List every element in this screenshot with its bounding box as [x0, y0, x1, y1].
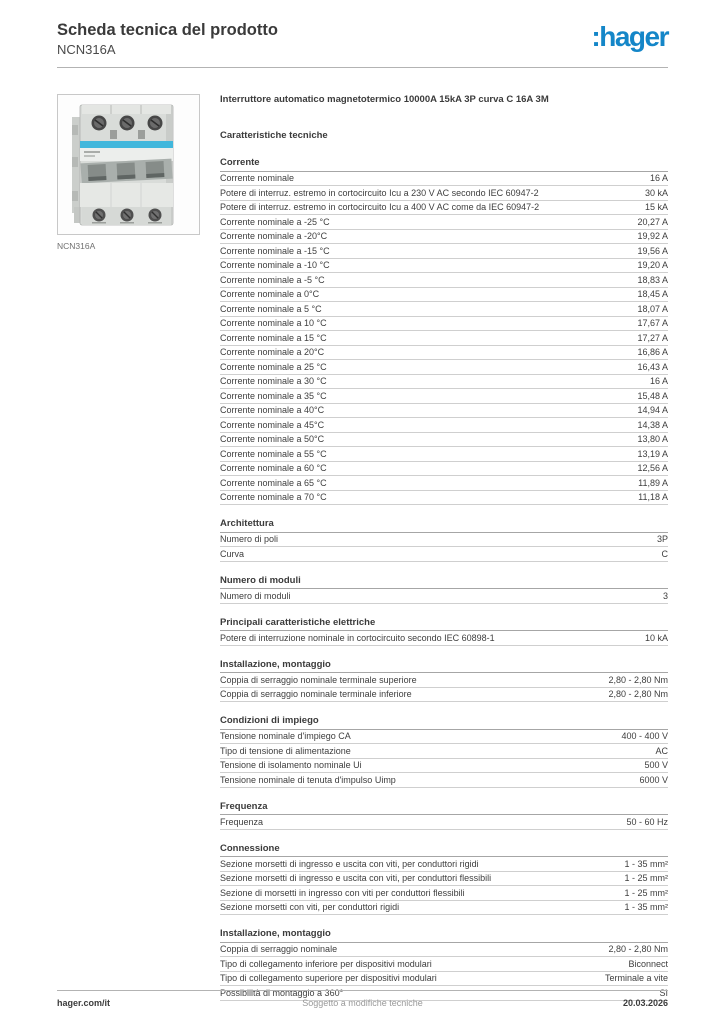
spec-row-label: Numero di moduli	[220, 590, 291, 601]
spec-row	[220, 759, 668, 774]
spec-row-value: 19,92 A	[637, 231, 668, 241]
spec-row-value: C	[661, 548, 668, 559]
spec-row	[220, 673, 668, 688]
spec-row-value: 3	[662, 590, 668, 601]
product-image	[57, 94, 200, 235]
hager-logo: :hager	[591, 21, 668, 52]
spec-row-label: Corrente nominale a 40°C	[220, 405, 325, 415]
spec-row-value: 15 kA	[644, 202, 668, 212]
spec-row	[220, 317, 668, 332]
spec-row	[220, 404, 668, 419]
spec-row-value: 19,20 A	[637, 260, 668, 270]
spec-row	[220, 259, 668, 274]
spec-row	[220, 230, 668, 245]
spec-row	[220, 244, 668, 259]
spec-row	[220, 331, 668, 346]
spec-section	[220, 617, 668, 646]
spec-section	[220, 575, 668, 604]
spec-row-value: 12,56 A	[637, 463, 668, 473]
spec-row-value: 500 V	[644, 760, 668, 770]
spec-row	[220, 943, 668, 958]
spec-row-label: Coppia di serraggio nominale terminale inferiore	[220, 689, 412, 699]
spec-section	[220, 801, 668, 830]
spec-row-label: Sezione morsetti con viti, per conduttori rigidi	[220, 902, 400, 912]
spec-row-value: 1 - 25 mm²	[624, 887, 668, 898]
spec-row-value: Biconnect	[628, 958, 668, 969]
spec-section-title: Corrente	[220, 157, 668, 172]
spec-row	[220, 433, 668, 448]
spec-row-value: 14,38 A	[637, 419, 668, 430]
spec-row-label: Corrente nominale a 55 °C	[220, 448, 327, 459]
product-code-subtitle: NCN316A	[57, 42, 116, 57]
spec-row-value: 11,89 A	[638, 477, 668, 488]
spec-row-value: 19,56 A	[637, 245, 668, 256]
spec-row-label: Tensione nominale d'impiego CA	[220, 731, 351, 741]
spec-row-label: Corrente nominale a -25 °C	[220, 216, 330, 227]
spec-section-title: Installazione, montaggio	[220, 928, 668, 943]
spec-row-value: 2,80 - 2,80 Nm	[608, 674, 668, 685]
spec-row	[220, 288, 668, 303]
spec-column	[220, 94, 668, 1001]
spec-section	[220, 715, 668, 788]
tech-characteristics-heading: Caratteristiche tecniche	[220, 130, 328, 141]
spec-row-label: Corrente nominale a 30 °C	[220, 376, 327, 386]
spec-row-label: Corrente nominale a 5 °C	[220, 303, 322, 314]
spec-row-label: Potere di interruz. estremo in cortocircuito Icu a 230 V AC secondo IEC 60947-2	[220, 187, 539, 198]
spec-section-title: Frequenza	[220, 801, 668, 816]
spec-row-label: Corrente nominale a 10 °C	[220, 318, 327, 328]
spec-row-value: 13,80 A	[637, 434, 668, 444]
spec-row	[220, 346, 668, 361]
spec-row-value: 14,94 A	[637, 405, 668, 415]
page-header	[57, 20, 668, 58]
spec-section-title: Connessione	[220, 843, 668, 858]
spec-row	[220, 462, 668, 477]
spec-section	[220, 843, 668, 916]
spec-row-value: 17,27 A	[637, 332, 668, 343]
spec-sections	[220, 157, 668, 1001]
spec-section-title: Principali caratteristiche elettriche	[220, 617, 668, 632]
spec-row-label: Coppia di serraggio nominale terminale superiore	[220, 674, 417, 685]
spec-row	[220, 533, 668, 548]
spec-row	[220, 688, 668, 703]
spec-row-value: 10 kA	[644, 632, 668, 643]
spec-row-label: Corrente nominale a 65 °C	[220, 477, 327, 488]
spec-row	[220, 886, 668, 901]
spec-row	[220, 418, 668, 433]
footer-website-link[interactable]: hager.com/it	[57, 998, 111, 1008]
spec-row-label: Corrente nominale a 45°C	[220, 419, 325, 430]
spec-row-label: Corrente nominale a -20°C	[220, 231, 328, 241]
spec-row-label: Potere di interruz. estremo in cortocircuito Icu a 400 V AC come da IEC 60947-2	[220, 202, 540, 212]
spec-row	[220, 447, 668, 462]
spec-row	[220, 186, 668, 201]
spec-row-label: Sezione di morsetti in ingresso con viti per conduttori flessibili	[220, 887, 465, 898]
spec-row-value: 16,43 A	[637, 361, 668, 372]
spec-row-value: 1 - 35 mm²	[624, 902, 668, 912]
spec-row-label: Potere di interruzione nominale in cortocircuito secondo IEC 60898-1	[220, 632, 495, 643]
spec-row-label: Possibilità di montaggio a 360°	[220, 987, 344, 998]
spec-row-label: Sezione morsetti di ingresso e uscita con viti, per conduttori flessibili	[220, 873, 492, 883]
page-title: Scheda tecnica del prodotto	[57, 21, 278, 39]
spec-row-value: 30 kA	[644, 187, 668, 198]
footer-date: 20.03.2026	[622, 998, 668, 1008]
spec-row-value: 16 A	[649, 173, 668, 183]
spec-row	[220, 389, 668, 404]
spec-row	[220, 375, 668, 390]
spec-row-label: Corrente nominale a -15 °C	[220, 245, 330, 256]
spec-row-value: 1 - 25 mm²	[624, 873, 668, 883]
spec-row-value: 13,19 A	[637, 448, 668, 459]
spec-section-title: Numero di moduli	[220, 575, 668, 590]
spec-row-label: Tipo di collegamento inferiore per dispositivi modulari	[220, 958, 432, 969]
spec-row-label: Corrente nominale a 25 °C	[220, 361, 327, 372]
spec-row-label: Sezione morsetti di ingresso e uscita con viti, per conduttori rigidi	[220, 858, 479, 869]
spec-row-label: Corrente nominale	[220, 173, 295, 183]
spec-row-value: 20,27 A	[637, 216, 668, 227]
spec-row-label: Corrente nominale a -10 °C	[220, 260, 330, 270]
spec-row-label: Corrente nominale a 60 °C	[220, 463, 327, 473]
spec-row-value: Sì	[659, 987, 668, 998]
spec-row	[220, 491, 668, 506]
spec-row	[220, 901, 668, 916]
spec-row	[220, 302, 668, 317]
spec-section-title: Architettura	[220, 518, 668, 533]
main-content	[57, 94, 668, 1001]
header-divider	[57, 67, 668, 68]
spec-row-label: Tensione di isolamento nominale Ui	[220, 760, 362, 770]
spec-row-label: Corrente nominale a 20°C	[220, 347, 325, 357]
spec-section	[220, 157, 668, 505]
product-title: Interruttore automatico magnetotermico 10000A 15kA 3P curva C 16A 3M	[220, 94, 549, 105]
spec-row	[220, 172, 668, 187]
spec-row-value: 16,86 A	[637, 347, 668, 357]
spec-row	[220, 773, 668, 788]
spec-row-value: 400 - 400 V	[621, 731, 668, 741]
spec-section-title: Condizioni di impiego	[220, 715, 668, 730]
spec-row	[220, 957, 668, 972]
spec-row-value: 3P	[656, 534, 668, 544]
spec-row-value: Terminale a vite	[604, 973, 668, 983]
spec-row-value: 16 A	[649, 376, 668, 386]
spec-row-label: Corrente nominale a 50°C	[220, 434, 325, 444]
spec-row	[220, 273, 668, 288]
spec-row-label: Tipo di collegamento superiore per dispositivi modulari	[220, 973, 437, 983]
spec-row	[220, 815, 668, 830]
spec-row	[220, 857, 668, 872]
spec-row	[220, 631, 668, 646]
spec-row-value: 50 - 60 Hz	[626, 816, 668, 827]
header-titles	[57, 20, 278, 58]
spec-row	[220, 972, 668, 987]
spec-row-label: Corrente nominale a 70 °C	[220, 492, 327, 502]
footer-note: Soggetto a modifiche tecniche	[302, 998, 423, 1008]
spec-row-label: Frequenza	[220, 816, 264, 827]
spec-row-label: Tensione nominale di tenuta d'impulso Uimp	[220, 774, 396, 785]
spec-row-value: 2,80 - 2,80 Nm	[608, 689, 668, 699]
spec-row-label: Numero di poli	[220, 534, 279, 544]
circuit-breaker-illustration	[58, 95, 199, 234]
spec-row-label: Corrente nominale a -5 °C	[220, 274, 325, 285]
spec-section	[220, 659, 668, 703]
spec-row-value: AC	[655, 745, 668, 756]
spec-row-value: 1 - 35 mm²	[624, 858, 668, 869]
spec-row-label: Tipo di tensione di alimentazione	[220, 745, 351, 756]
spec-row-label: Curva	[220, 548, 245, 559]
product-image-column	[57, 94, 200, 1001]
spec-row-value: 15,48 A	[637, 390, 668, 401]
spec-row	[220, 589, 668, 604]
spec-row-value: 2,80 - 2,80 Nm	[608, 944, 668, 954]
product-image-caption: NCN316A	[57, 241, 96, 251]
spec-row-label: Corrente nominale a 15 °C	[220, 332, 327, 343]
spec-row-value: 11,18 A	[638, 492, 668, 502]
spec-section-title: Installazione, montaggio	[220, 659, 668, 674]
spec-row-label: Coppia di serraggio nominale	[220, 944, 338, 954]
spec-row	[220, 872, 668, 887]
spec-row	[220, 744, 668, 759]
spec-row-value: 18,07 A	[637, 303, 668, 314]
spec-row	[220, 360, 668, 375]
spec-row-label: Corrente nominale a 0°C	[220, 289, 320, 299]
spec-row-value: 17,67 A	[637, 318, 668, 328]
spec-row-value: 18,83 A	[637, 274, 668, 285]
spec-section	[220, 518, 668, 562]
page-footer	[57, 987, 668, 1008]
spec-row-value: 18,45 A	[637, 289, 668, 299]
spec-row	[220, 201, 668, 216]
spec-row	[220, 730, 668, 745]
spec-row	[220, 215, 668, 230]
spec-row	[220, 476, 668, 491]
spec-row-label: Corrente nominale a 35 °C	[220, 390, 327, 401]
spec-row-value: 6000 V	[639, 774, 668, 785]
spec-row	[220, 547, 668, 562]
